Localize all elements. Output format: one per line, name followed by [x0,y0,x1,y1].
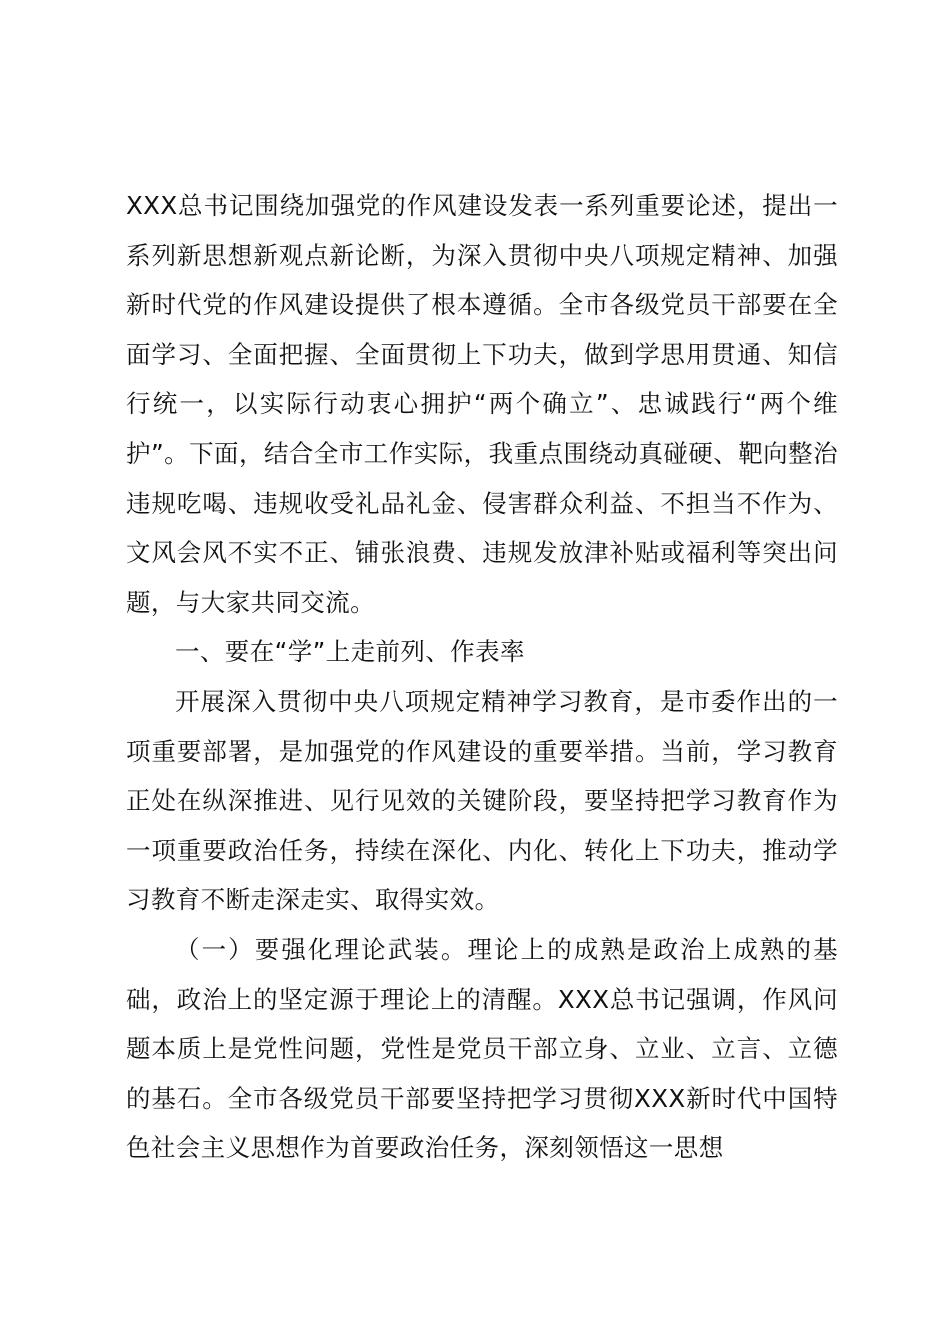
document-body [126,181,838,1173]
subsection-paragraph-1: （一）要强化理论武装。理论上的成熟是政治上成熟的基础，政治上的坚定源于理论上的清醒。XXX总书记强调，作风问题本质上是党性问题，党性是党员干部立身、立业、立言、立德的基石。全市各级党员干部要坚持把学习贯彻XXX新时代中国特色社会主义思想作为首要政治任务，深刻领悟这一思想 [126,934,838,1163]
section-heading-1: 一、要在“学”上走前列、作表率 [175,637,525,667]
opening-paragraph: XXX总书记围绕加强党的作风建设发表一系列重要论述，提出一系列新思想新观点新论断，为深入贯彻中央八项规定精神、加强新时代党的作风建设提供了根本遵循。全市各级党员干部要在全面学习、全面把握、全面贯彻上下功夫，做到学思用贯通、知信行统一，以实际行动衷心拥护“两个确立”、忠诚践行“两个维护”。下面，结合全市工作实际，我重点围绕动真碰硬、靶向整治违规吃喝、违规收受礼品礼金、侵害群众利益、不担当不作为、文风会风不实不正、铺张浪费、违规发放津补贴或福利等突出问题，与大家共同交流。 [126,191,838,617]
body-paragraph-2: 开展深入贯彻中央八项规定精神学习教育，是市委作出的一项重要部署，是加强党的作风建设的重要举措。当前，学习教育正处在纵深推进、见行见效的关键阶段，要坚持把学习教育作为一项重要政治任务，持续在深化、内化、转化上下功夫，推动学习教育不断走深走实、取得实效。 [126,686,838,915]
